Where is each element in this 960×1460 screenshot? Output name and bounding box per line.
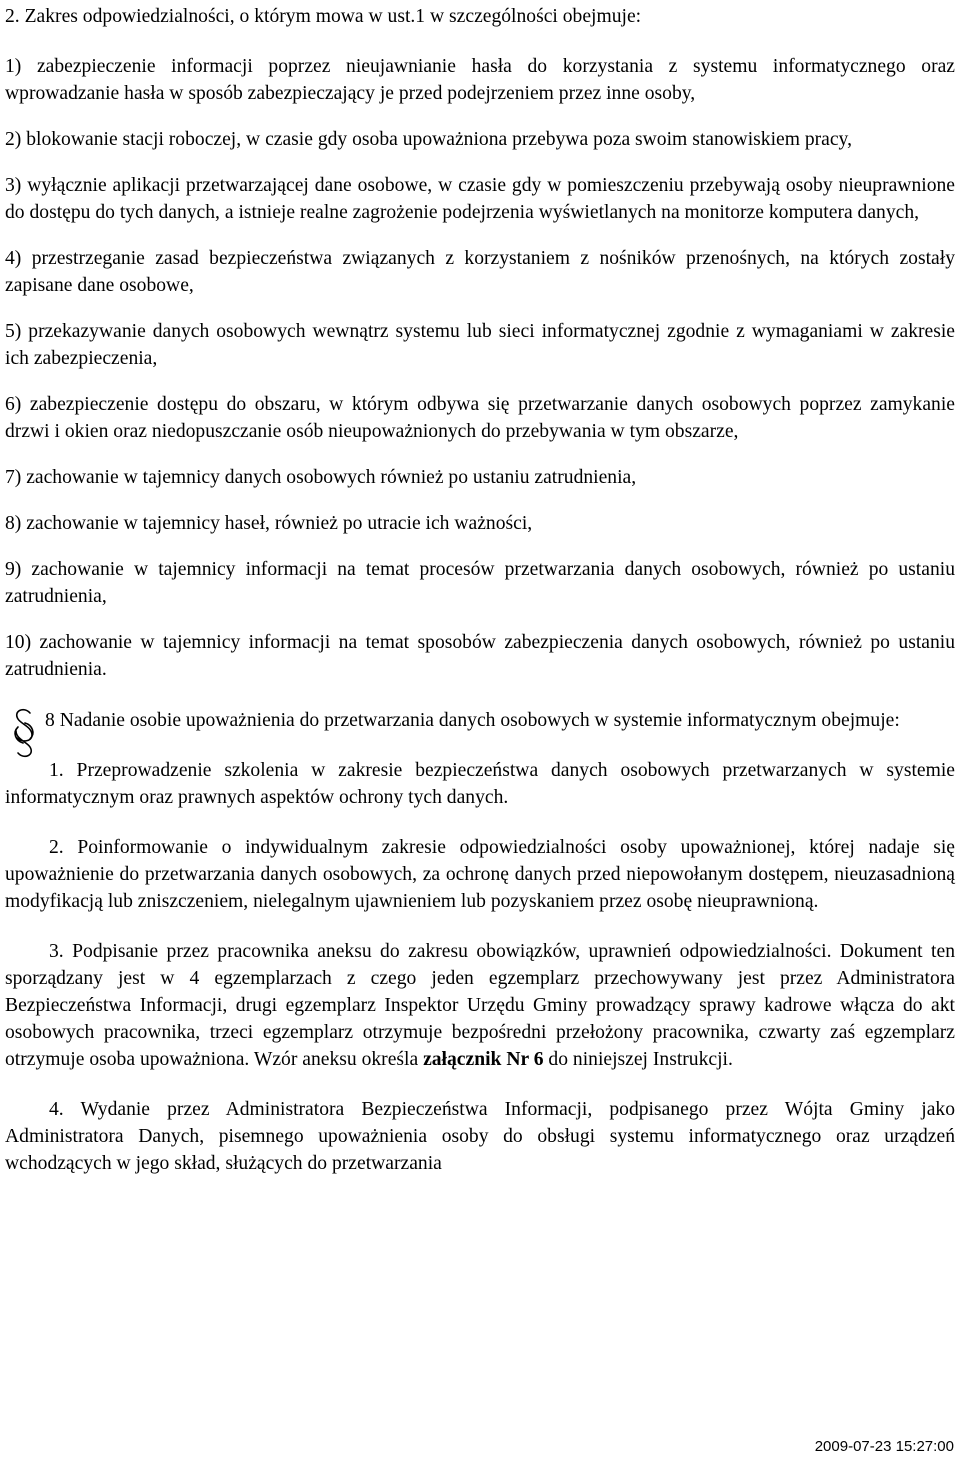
section-sign-icon <box>5 707 43 761</box>
list-item-1: 1) zabezpieczenie informacji poprzez nieujawnianie hasła do korzystania z systemu informatycznego oraz wprowadzanie hasła w sposób zabezpieczający je przed podejrzeniem przez inne osoby, <box>5 56 955 104</box>
list-item-4: 4) przestrzeganie zasad bezpieczeństwa związanych z korzystaniem z nośników przenośnych, na których zostały zapisane dane osobowe, <box>5 248 955 296</box>
point-4: 4. Wydanie przez Administratora Bezpieczeństwa Informacji, podpisanego przez Wójta Gminy jako Administratora Danych, pisemnego upoważnienia osoby do obsługi systemu informatycznego oraz urządzeń wchodzących w jego skład, służących do przetwarzania <box>5 1099 955 1174</box>
point-2: 2. Poinformowanie o indywidualnym zakresie odpowiedzialności osoby upoważnionej, której nadaje się upoważnienie do przetwarzania danych osobowych, za ochronę danych przed niepowołanym dostępem, nieuzasadnioną modyfikacją lub zniszczeniem, nielegalnym ujawnieniem lub pozyskaniem przez osobę nieuprawnioną. <box>5 837 955 912</box>
list-item-2: 2) blokowanie stacji roboczej, w czasie gdy osoba upoważniona przebywa poza swoim stanowiskiem pracy, <box>5 129 852 150</box>
intro-line: 2. Zakres odpowiedzialności, o którym mowa w ust.1 w szczególności obejmuje: <box>5 6 642 27</box>
timestamp: 2009-07-23 15:27:00 <box>814 1438 954 1455</box>
list-item-7: 7) zachowanie w tajemnicy danych osobowych również po ustaniu zatrudnienia, <box>5 467 637 488</box>
list-item-6: 6) zabezpieczenie dostępu do obszaru, w którym odbywa się przetwarzanie danych osobowych poprzez zamykanie drzwi i okien oraz niedopuszczanie osób nieupoważnionych do przebywania w tym obszarze, <box>5 394 955 442</box>
list-item-8: 8) zachowanie w tajemnicy haseł, również po utracie ich ważności, <box>5 513 533 534</box>
section-heading: 8 Nadanie osobie upoważnienia do przetwarzania danych osobowych w systemie informatycznym obejmuje: <box>45 710 900 731</box>
document-body <box>5 3 955 1177</box>
list-item-9: 9) zachowanie w tajemnicy informacji na temat procesów przetwarzania danych osobowych, również po ustaniu zatrudnienia, <box>5 559 955 607</box>
list-item-5: 5) przekazywanie danych osobowych wewnątrz systemu lub sieci informatycznej zgodnie z wymaganiami w zakresie ich zabezpieczenia, <box>5 321 955 369</box>
list-item-3: 3) wyłącznie aplikacji przetwarzającej dane osobowe, w czasie gdy w pomieszczeniu przebywają osoby nieuprawnione do dostępu do tych danych, a istnieje realne zagrożenie podejrzenia wyświetlanych na monitorze komputera danych, <box>5 175 955 223</box>
annex-reference: załącznik Nr 6 <box>423 1049 544 1070</box>
list-item-10: 10) zachowanie w tajemnicy informacji na temat sposobów zabezpieczenia danych osobowych, również po ustaniu zatrudnienia. <box>5 632 955 680</box>
point-3: 3. Podpisanie przez pracownika aneksu do zakresu obowiązków, uprawnień odpowiedzialności. Dokument ten sporządzany jest w 4 egzemplarzach z czego jeden egzemplarz przechowywany jest przez Administratora Bezpieczeństwa Informacji, drugi egzemplarz Inspektor Urzędu Gminy prowadzący sprawy kadrowe włącza do akt osobowych pracownika, trzeci egzemplarz otrzymuje bezpośredni przełożony pracownika, czwarty zaś egzemplarz otrzymuje osoba upoważniona. Wzór aneksu określa załącznik Nr 6 do niniejszej Instrukcji. <box>5 941 955 1070</box>
section-8 <box>45 707 955 734</box>
point-1: 1. Przeprowadzenie szkolenia w zakresie bezpieczeństwa danych osobowych przetwarzanych w systemie informatycznym oraz prawnych aspektów ochrony tych danych. <box>5 760 955 808</box>
